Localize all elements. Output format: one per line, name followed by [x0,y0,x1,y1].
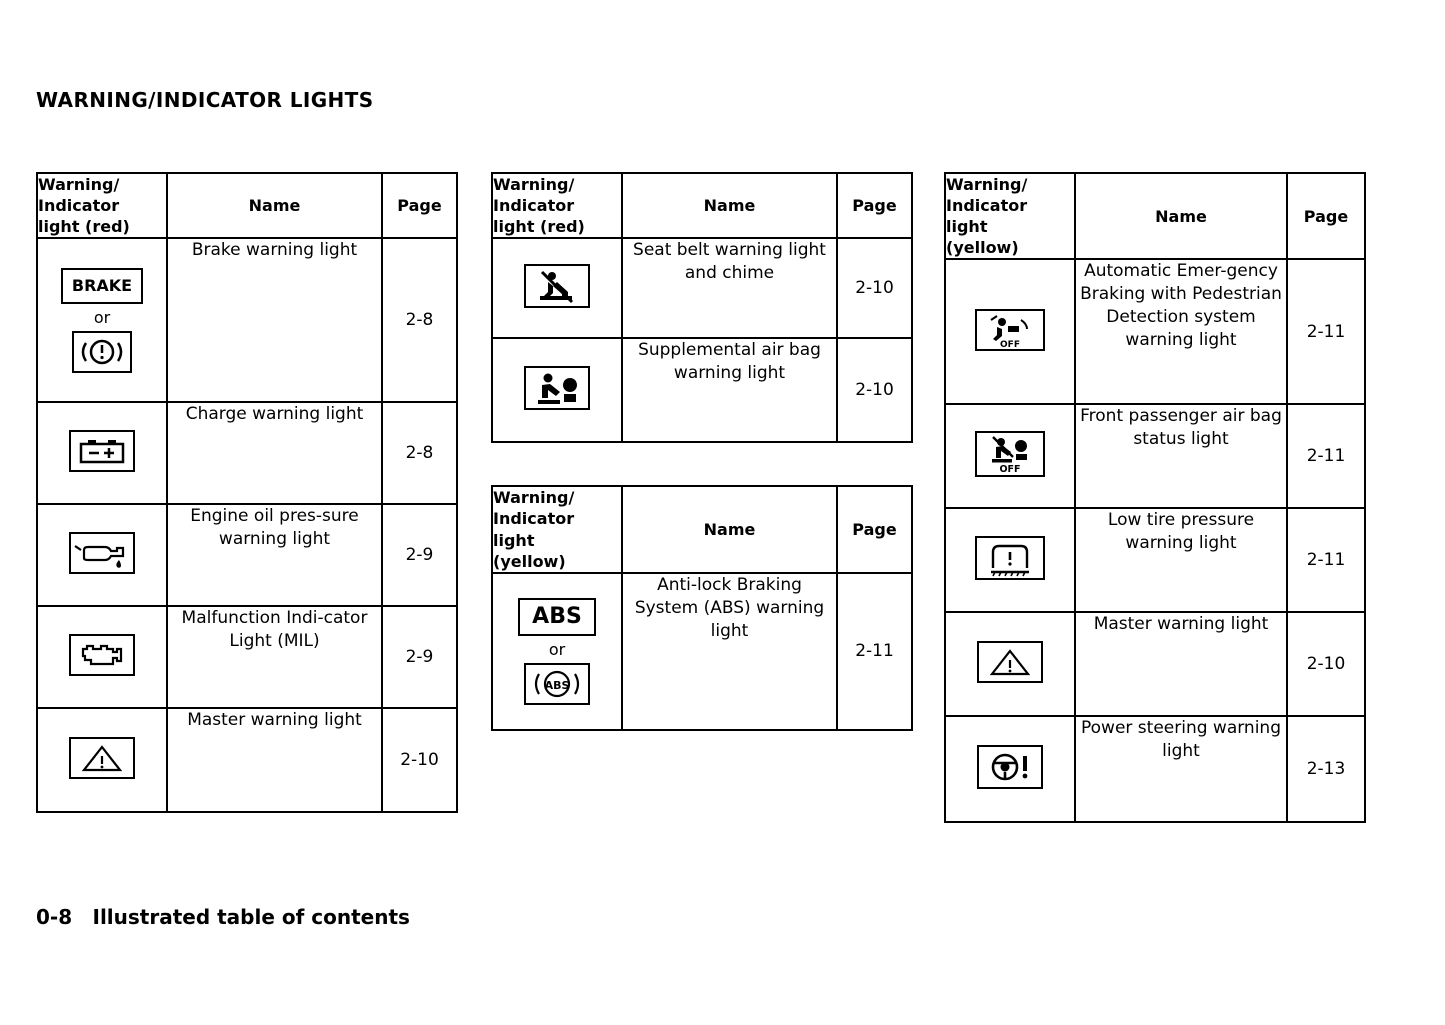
master-warning-icon [977,641,1043,683]
engine-oil-pressure-icon [69,532,135,574]
header-line-2: Indicator [493,509,575,529]
table-header-row [492,173,912,238]
header-line-3: light [493,530,535,550]
table-row [492,573,912,730]
column-left [36,172,456,813]
table-row [945,508,1365,612]
svg-text:OFF: OFF [999,464,1021,476]
table-row [37,606,457,708]
header-line-1: Warning/ [493,488,575,508]
icon-cell-supplemental-air-bag [492,338,622,442]
column-middle [491,172,911,731]
page-cell: 2-10 [1287,612,1365,716]
header-line-2: Indicator [38,196,120,216]
table-row [945,612,1365,716]
page-cell: 2-11 [1287,508,1365,612]
column-right [944,172,1364,823]
table-row [37,504,457,606]
header-line-1: Warning/ [946,175,1028,194]
name-cell: Charge warning light [167,402,382,504]
name-cell: Engine oil pres-sure warning light [167,504,382,606]
table-row [945,259,1365,404]
table-row [37,402,457,504]
icon-cell-aeb-off [945,259,1075,404]
page-title: WARNING/INDICATOR LIGHTS [36,88,374,112]
header-line-4: (yellow) [946,238,1019,258]
name-cell: Front passenger air bag status light [1075,404,1287,508]
name-cell: Seat belt warning light and chime [622,238,837,338]
header-warning-indicator-light-red [492,173,622,238]
table-red-2 [491,172,913,443]
page-cell: 2-11 [837,573,912,730]
svg-text:ABS: ABS [544,678,570,692]
table-yellow-1 [491,485,913,730]
header-line-4: (yellow) [493,551,566,571]
brake-warning-icon: BRAKE [61,268,143,304]
table-yellow-2 [944,172,1366,823]
header-line-3: light (red) [493,217,585,237]
page-cell: 2-11 [1287,259,1365,404]
table-header-row [37,173,457,238]
passenger-air-bag-off-icon [975,431,1045,477]
page-cell: 2-9 [382,606,457,708]
header-page: Page [382,173,457,238]
abs-warning-icon: ABS [518,598,596,636]
seat-belt-warning-icon [524,264,590,308]
table-row [945,716,1365,822]
footer-page-number: 0-8 [36,905,73,929]
header-warning-indicator-light-yellow [945,173,1075,259]
or-label: or [93,307,111,327]
header-name: Name [622,486,837,572]
name-cell: Anti-lock Braking System (ABS) warning light [622,573,837,730]
icon-cell-abs-warning [492,573,622,730]
footer-label: Illustrated table of contents [92,905,410,929]
table-red-1 [36,172,458,813]
header-name: Name [622,173,837,238]
icon-cell-low-tire-pressure [945,508,1075,612]
header-page: Page [1287,173,1365,259]
header-line-1: Warning/ [493,175,575,194]
header-page: Page [837,173,912,238]
master-warning-icon [69,737,135,779]
icon-cell-passenger-air-bag-off [945,404,1075,508]
icon-cell-master-warning [37,708,167,812]
name-cell: Master warning light [1075,612,1287,716]
header-line-3: light (red) [38,217,130,237]
header-page: Page [837,486,912,572]
power-steering-warning-icon [977,745,1043,789]
or-label: or [548,639,566,659]
name-cell: Master warning light [167,708,382,812]
header-line-2: Indicator [493,196,575,216]
page-cell: 2-11 [1287,404,1365,508]
svg-text:OFF: OFF [1000,339,1020,349]
name-cell: Supplemental air bag warning light [622,338,837,442]
header-line-2: Indicator [946,196,1028,216]
icon-cell-engine-oil-pressure [37,504,167,606]
name-cell: Automatic Emer-gency Braking with Pedestrian Detection system warning light [1075,259,1287,404]
page-cell: 2-10 [837,238,912,338]
header-line-1: Warning/ [38,175,120,194]
name-cell: Power steering warning light [1075,716,1287,822]
page-cell: 2-10 [382,708,457,812]
table-row [37,238,457,402]
icon-cell-malfunction-indicator [37,606,167,708]
low-tire-pressure-icon [975,536,1045,580]
brake-circle-icon [72,331,132,373]
page-cell: 2-10 [837,338,912,442]
aeb-off-icon [975,309,1045,351]
name-cell: Brake warning light [167,238,382,402]
charge-warning-icon [69,430,135,472]
icon-cell-seat-belt-warning [492,238,622,338]
page-cell: 2-13 [1287,716,1365,822]
header-name: Name [167,173,382,238]
icon-cell-power-steering-warning [945,716,1075,822]
header-warning-indicator-light-yellow [492,486,622,572]
supplemental-air-bag-icon [524,366,590,410]
page-cell: 2-8 [382,402,457,504]
icon-cell-master-warning [945,612,1075,716]
icon-cell-brake-warning [37,238,167,402]
name-cell: Low tire pressure warning light [1075,508,1287,612]
icon-cell-charge-warning [37,402,167,504]
abs-circle-icon [524,663,590,705]
table-row [492,238,912,338]
malfunction-indicator-icon [69,634,135,676]
header-line-3: light [946,217,988,237]
table-row [492,338,912,442]
table-row [945,404,1365,508]
page-cell: 2-9 [382,504,457,606]
table-header-row [945,173,1365,259]
header-warning-indicator-light-red [37,173,167,238]
name-cell: Malfunction Indi-cator Light (MIL) [167,606,382,708]
footer [36,905,410,929]
table-header-row [492,486,912,572]
header-name: Name [1075,173,1287,259]
page-cell: 2-8 [382,238,457,402]
table-row [37,708,457,812]
